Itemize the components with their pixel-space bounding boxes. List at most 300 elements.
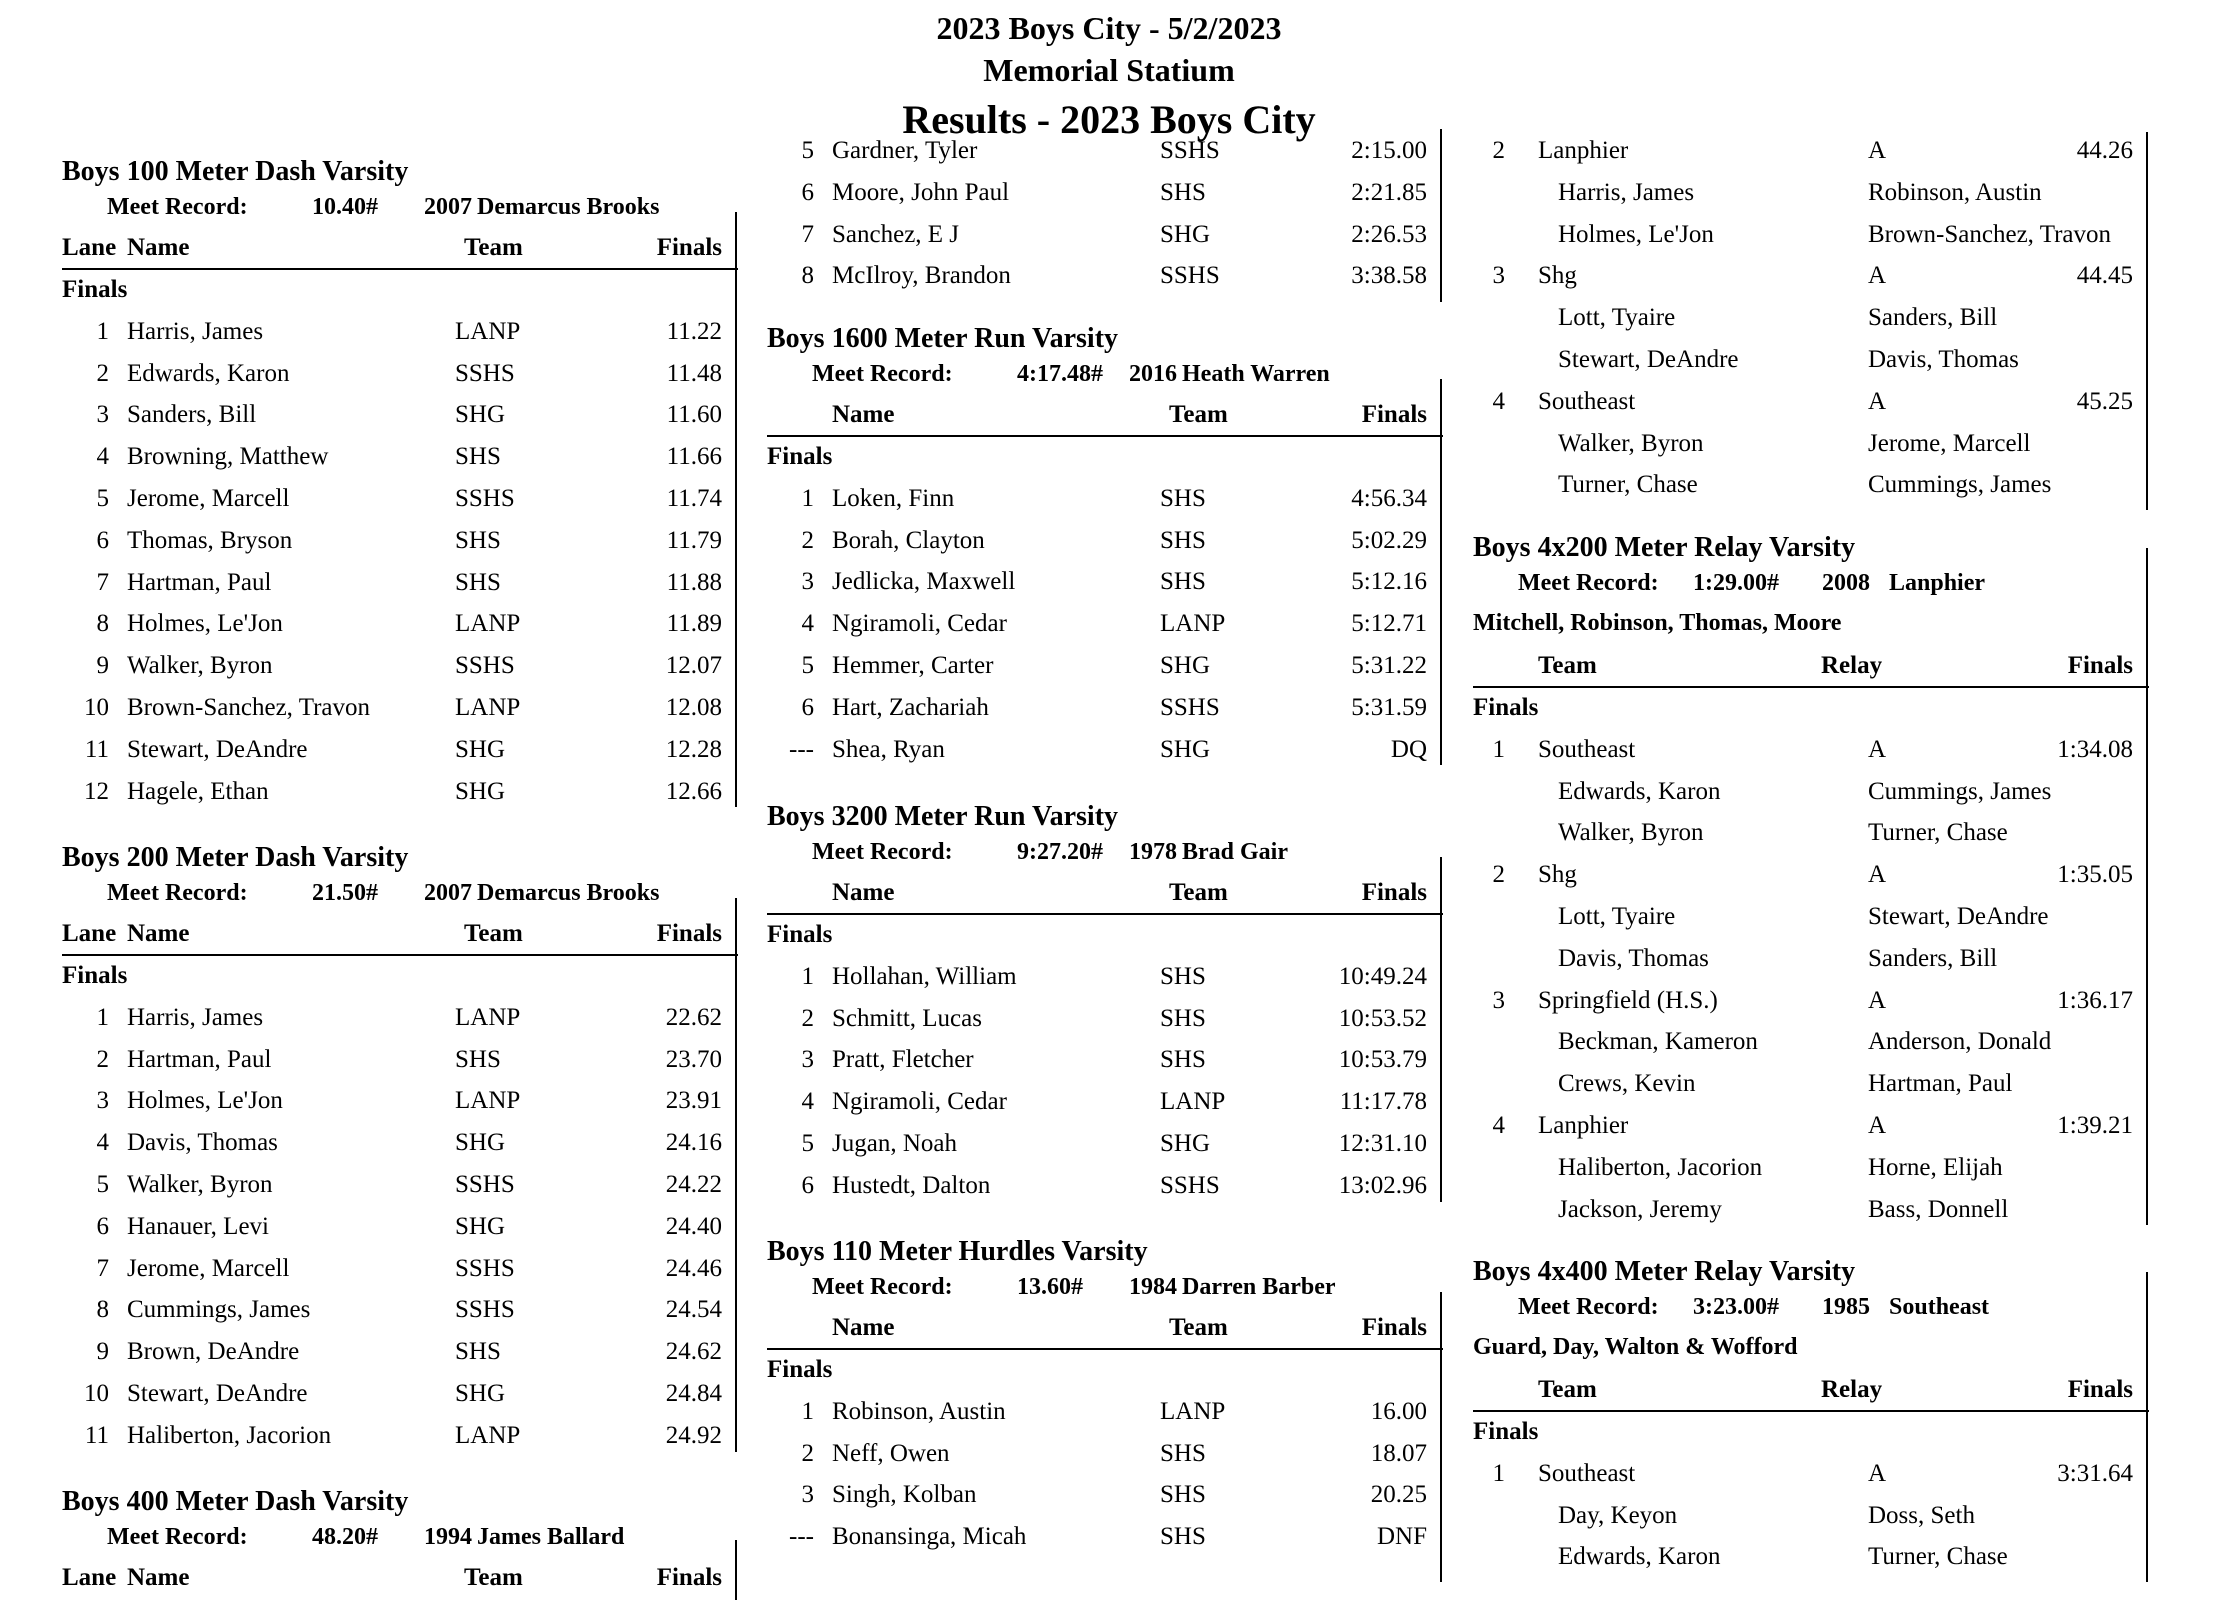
finals-mark: 24.40 [665,1212,722,1240]
relay-runner: Harris, James [1558,178,1695,206]
team-code: SHS [455,568,501,596]
athlete-name: Brown, DeAndre [127,1338,300,1366]
relay-runner: Anderson, Donald [1868,1028,2052,1056]
col-header-team: Team [1169,1314,1228,1341]
relay-runner: Stewart, DeAndre [1558,346,1739,373]
athlete-name: Hartman, Paul [127,1045,272,1073]
place: 3 [96,1087,109,1115]
athlete-name: Loken, Finn [832,484,955,512]
meet-record-holder: Heath Warren [1182,361,1330,387]
athlete-name: Jugan, Noah [832,1130,957,1157]
meet-record-label: Meet Record: [812,1274,953,1300]
team-code: LANP [1160,610,1226,638]
athlete-name: Hartman, Paul [127,568,272,596]
column-rule [735,1540,737,1600]
place: 6 [801,1171,814,1199]
relay-letter: A [1868,861,1887,889]
finals-mark: 18.07 [1370,1439,1427,1467]
relay-team-name: Southeast [1538,387,1636,415]
column-rule [735,212,737,807]
team-code: SHS [1160,962,1206,990]
place: 12 [84,777,109,805]
athlete-name: Moore, John Paul [832,178,1010,206]
relay-runner: Davis, Thomas [1868,346,2019,373]
header-rule [1473,686,2149,688]
place: 8 [801,262,814,290]
athlete-name: Pratt, Fletcher [832,1046,974,1074]
relay-runner: Bass, Donnell [1868,1195,2009,1223]
column-rule [1440,1292,1442,1582]
finals-mark: 13:02.96 [1338,1171,1427,1199]
column-rule [2146,548,2148,1225]
finals-mark: 12.08 [665,694,722,721]
place: 7 [96,568,109,596]
place: 11 [84,1421,109,1449]
finals-mark: 12.28 [665,735,722,763]
col-header-team: Team [1538,1376,1597,1403]
athlete-name: Robinson, Austin [832,1397,1006,1425]
place: 1 [801,962,814,990]
athlete-name: Shea, Ryan [832,735,945,763]
col-header-name: Name [127,234,190,261]
place: 4 [96,1129,109,1157]
finals-mark: 5:31.59 [1351,693,1427,721]
finals-mark: 4:56.34 [1351,484,1427,512]
section-finals-label: Finals [1473,1418,1539,1445]
section-finals-label: Finals [62,962,128,989]
place: 10 [84,694,109,721]
finals-mark: DQ [1390,735,1427,763]
team-code: SSHS [1160,262,1220,290]
place: 3 [1492,986,1505,1014]
team-code: SHG [455,777,506,805]
relay-runner: Sanders, Bill [1868,944,1998,972]
athlete-name: Cummings, James [127,1296,311,1324]
relay-letter: A [1868,137,1887,164]
finals-mark: 11.22 [666,317,722,345]
place: 8 [96,1296,109,1324]
athlete-name: Sanchez, E J [832,220,960,248]
place: 2 [96,359,109,387]
finals-mark: 11.66 [666,443,722,471]
meet-record-holder: Lanphier [1889,570,1986,596]
header-rule [62,954,738,956]
finals-mark: 1:35.05 [2057,861,2133,889]
col-header-name: Name [832,1314,895,1341]
venue-title: Memorial Statium [983,52,1235,88]
place: 2 [801,1004,814,1032]
section-finals-label: Finals [62,276,128,303]
place: 11 [84,735,109,763]
relay-runner: Lott, Tyaire [1558,903,1676,930]
meet-record-year: 1978 [1129,839,1177,865]
finals-mark: 10:53.79 [1338,1046,1427,1074]
place: 4 [1492,1112,1505,1139]
place: 4 [801,1088,814,1116]
finals-mark: 1:34.08 [2057,735,2133,763]
finals-mark: 45.25 [2076,387,2133,415]
place: 6 [96,526,109,554]
col-header-team: Team [464,234,523,261]
athlete-name: Edwards, Karon [127,359,290,387]
athlete-name: Thomas, Bryson [127,526,293,554]
place: 2 [1492,861,1505,889]
athlete-name: Holmes, Le'Jon [127,610,283,638]
meet-record-holder: Brad Gair [1182,839,1288,865]
relay-runner: Walker, Byron [1558,429,1704,457]
place: 3 [801,1481,814,1509]
relay-runner: Hartman, Paul [1868,1070,2013,1098]
finals-mark: 24.22 [665,1171,722,1198]
relay-runner: Turner, Chase [1868,1543,2008,1571]
team-code: SSHS [455,485,515,512]
team-code: SHG [455,1212,506,1240]
col-header-finals: Finals [656,920,722,947]
event-title: Boys 4x400 Meter Relay Varsity [1473,1256,1856,1287]
col-header-relay: Relay [1821,652,1883,679]
relay-runner: Turner, Chase [1868,819,2008,847]
header-rule [1473,1410,2149,1412]
relay-runner: Doss, Seth [1868,1501,1975,1529]
relay-team-name: Lanphier [1538,137,1629,164]
team-code: SHS [1160,1481,1206,1509]
results-title: Results - 2023 Boys City [902,97,1316,142]
team-code: SSHS [455,1296,515,1324]
relay-runner: Lott, Tyaire [1558,304,1676,332]
meet-record-team-names: Mitchell, Robinson, Thomas, Moore [1473,610,1842,636]
relay-runner: Horne, Elijah [1868,1153,2003,1181]
athlete-name: McIlroy, Brandon [832,262,1011,290]
col-header-team: Team [464,1564,523,1591]
column-rule [735,898,737,1452]
athlete-name: Hustedt, Dalton [832,1171,991,1199]
relay-team-name: Shg [1538,861,1577,889]
meet-record-label: Meet Record: [107,194,248,220]
meet-record-year: 2007 [424,194,472,220]
meet-record-label: Meet Record: [1518,1294,1659,1320]
meet-record-holder: Demarcus Brooks [477,194,660,220]
athlete-name: Jerome, Marcell [127,1254,290,1282]
col-header-name: Name [832,401,895,428]
finals-mark: 11.74 [666,485,722,512]
team-code: LANP [455,1003,521,1031]
relay-runner: Edwards, Karon [1558,777,1721,805]
meet-record-mark: 21.50# [312,880,378,906]
athlete-name: Hollahan, William [832,962,1017,990]
place: 4 [801,610,814,638]
place: 6 [801,693,814,721]
team-code: LANP [455,1087,521,1115]
header-rule [767,913,1443,915]
place: 2 [801,1439,814,1467]
meet-record-label: Meet Record: [1518,570,1659,596]
athlete-name: Hart, Zachariah [832,693,989,721]
place: 3 [96,401,109,429]
column-rule [2146,1272,2148,1582]
column-rule [1440,857,1442,1202]
team-code: SSHS [1160,137,1220,164]
header-rule [767,435,1443,437]
meet-record-holder: Darren Barber [1182,1274,1336,1300]
finals-mark: 11.89 [666,610,722,638]
col-header-lane: Lane [62,920,117,947]
athlete-name: Harris, James [127,317,264,345]
col-header-finals: Finals [656,1564,722,1591]
meet-record-holder: James Ballard [477,1524,625,1550]
meet-record-team-names: Guard, Day, Walton & Wofford [1473,1334,1798,1360]
meet-record-year: 1984 [1129,1274,1177,1300]
col-header-team: Team [1169,879,1228,906]
place: 2 [801,526,814,554]
relay-runner: Stewart, DeAndre [1868,903,2049,930]
place: --- [789,735,814,763]
meet-record-mark: 9:27.20# [1017,839,1103,865]
col-header-lane: Lane [62,1564,117,1591]
team-code: SSHS [455,1254,515,1282]
place: 1 [801,1397,814,1425]
finals-mark: 11.88 [666,568,722,596]
team-code: SHS [1160,1523,1206,1551]
place: 1 [96,317,109,345]
team-code: SSHS [455,1171,515,1198]
meet-record-mark: 13.60# [1017,1274,1083,1300]
event-title: Boys 100 Meter Dash Varsity [62,156,409,187]
meet-record-mark: 3:23.00# [1693,1294,1779,1320]
team-code: SSHS [1160,1171,1220,1199]
athlete-name: Brown-Sanchez, Travon [127,694,371,721]
relay-runner: Cummings, James [1868,777,2052,805]
finals-mark: 10:49.24 [1338,962,1427,990]
meet-record-year: 2008 [1822,570,1870,596]
athlete-name: Neff, Owen [832,1439,950,1467]
athlete-name: Jedlicka, Maxwell [832,568,1016,596]
col-header-finals: Finals [1361,401,1427,428]
col-header-relay: Relay [1821,1376,1883,1403]
relay-letter: A [1868,1112,1887,1139]
finals-mark: 5:12.71 [1351,610,1427,638]
col-header-name: Name [127,920,190,947]
column-rule [1440,132,1442,302]
finals-mark: 10:53.52 [1338,1004,1427,1032]
relay-letter: A [1868,986,1887,1014]
relay-letter: A [1868,387,1887,415]
place: 5 [96,1171,109,1198]
team-code: SHS [455,1338,501,1366]
athlete-name: Sanders, Bill [127,401,257,429]
athlete-name: Hanauer, Levi [127,1212,269,1240]
header-rule [62,268,738,270]
section-finals-label: Finals [1473,694,1539,721]
team-code: SHS [455,443,501,471]
team-code: LANP [1160,1397,1226,1425]
athlete-name: Gardner, Tyler [832,137,978,164]
relay-team-name: Springfield (H.S.) [1538,986,1718,1014]
finals-mark: 23.91 [665,1087,722,1115]
finals-mark: 22.62 [665,1003,722,1031]
column-rule [2146,132,2148,510]
finals-mark: 23.70 [665,1045,722,1073]
place: 7 [96,1254,109,1282]
relay-team-name: Lanphier [1538,1112,1629,1139]
place: 4 [96,443,109,471]
athlete-name: Ngiramoli, Cedar [832,1088,1007,1116]
team-code: LANP [455,610,521,638]
place: 10 [84,1380,109,1407]
finals-mark: 44.45 [2076,262,2133,290]
team-code: SHS [1160,568,1206,596]
finals-mark: 11.60 [666,401,722,429]
place: 9 [96,1338,109,1366]
finals-mark: DNF [1376,1523,1427,1551]
team-code: SHS [1160,1004,1206,1032]
relay-letter: A [1868,1459,1887,1487]
team-code: SHG [1160,652,1211,679]
meet-record-mark: 1:29.00# [1693,570,1779,596]
col-header-name: Name [832,879,895,906]
team-code: SHG [1160,1130,1211,1157]
team-code: SHG [1160,220,1211,248]
finals-mark: 2:15.00 [1351,137,1427,164]
finals-mark: 3:31.64 [2057,1459,2133,1487]
athlete-name: Singh, Kolban [832,1481,977,1509]
athlete-name: Walker, Byron [127,1171,273,1198]
athlete-name: Davis, Thomas [127,1129,278,1157]
team-code: SHG [455,1129,506,1157]
team-code: SHG [1160,735,1211,763]
relay-team-name: Southeast [1538,735,1636,763]
place: 8 [96,610,109,638]
col-header-team: Team [1538,652,1597,679]
relay-runner: Sanders, Bill [1868,304,1998,332]
team-code: SHS [1160,178,1206,206]
place: 6 [96,1212,109,1240]
finals-mark: 11.48 [666,359,722,387]
col-header-finals: Finals [1361,1314,1427,1341]
athlete-name: Jerome, Marcell [127,485,290,512]
col-header-finals: Finals [2067,652,2133,679]
team-code: SHS [455,1045,501,1073]
relay-team-name: Southeast [1538,1459,1636,1487]
team-code: LANP [455,694,521,721]
place: 3 [1492,262,1505,290]
relay-runner: Crews, Kevin [1558,1070,1696,1098]
athlete-name: Stewart, DeAndre [127,1380,308,1407]
team-code: SHS [1160,1439,1206,1467]
finals-mark: 24.46 [665,1254,722,1282]
meet-record-year: 1994 [424,1524,472,1550]
relay-runner: Edwards, Karon [1558,1543,1721,1571]
relay-runner: Beckman, Kameron [1558,1028,1758,1056]
col-header-finals: Finals [1361,879,1427,906]
team-code: SSHS [1160,693,1220,721]
finals-mark: 11.79 [666,526,722,554]
meet-record-label: Meet Record: [812,839,953,865]
place: 5 [801,137,814,164]
place: 1 [801,484,814,512]
finals-mark: 11:17.78 [1339,1088,1427,1116]
finals-mark: 24.54 [665,1296,722,1324]
finals-mark: 44.26 [2076,137,2133,164]
relay-runner: Davis, Thomas [1558,944,1709,972]
athlete-name: Bonansinga, Micah [832,1523,1027,1551]
relay-runner: Brown-Sanchez, Travon [1868,220,2112,248]
finals-mark: 12.07 [665,652,722,680]
place: 9 [96,652,109,680]
place: 1 [1492,1459,1505,1487]
team-code: SHS [1160,1046,1206,1074]
relay-runner: Jackson, Jeremy [1558,1195,1722,1223]
finals-mark: 1:39.21 [2057,1112,2133,1139]
section-finals-label: Finals [767,1356,833,1383]
athlete-name: Stewart, DeAndre [127,735,308,763]
team-code: SSHS [455,359,515,387]
col-header-team: Team [464,920,523,947]
place: 5 [96,485,109,512]
event-title: Boys 1600 Meter Run Varsity [767,323,1119,354]
athlete-name: Hagele, Ethan [127,777,269,805]
meet-title: 2023 Boys City - 5/2/2023 [936,10,1282,46]
col-header-finals: Finals [2067,1376,2133,1403]
meet-record-year: 1985 [1822,1294,1870,1320]
finals-mark: 12:31.10 [1338,1130,1427,1157]
place: 3 [801,568,814,596]
team-code: SHS [1160,526,1206,554]
place: 6 [801,178,814,206]
team-code: LANP [455,1421,521,1449]
athlete-name: Hemmer, Carter [832,652,994,679]
finals-mark: 3:38.58 [1351,262,1427,290]
athlete-name: Browning, Matthew [127,443,329,471]
relay-team-name: Shg [1538,262,1577,290]
athlete-name: Ngiramoli, Cedar [832,610,1007,638]
athlete-name: Borah, Clayton [832,526,985,554]
team-code: SHG [455,1380,506,1407]
finals-mark: 24.62 [665,1338,722,1366]
meet-record-year: 2016 [1129,361,1177,387]
team-code: LANP [1160,1088,1226,1116]
place: --- [789,1523,814,1551]
finals-mark: 24.92 [665,1421,722,1449]
place: 5 [801,1130,814,1157]
athlete-name: Schmitt, Lucas [832,1004,982,1032]
relay-letter: A [1868,735,1887,763]
relay-runner: Turner, Chase [1558,471,1698,499]
col-header-team: Team [1169,401,1228,428]
meet-record-holder: Demarcus Brooks [477,880,660,906]
event-title: Boys 200 Meter Dash Varsity [62,842,409,873]
event-title: Boys 400 Meter Dash Varsity [62,1486,409,1517]
meet-record-holder: Southeast [1889,1294,1990,1320]
place: 1 [1492,735,1505,763]
finals-mark: 24.84 [665,1380,722,1407]
event-title: Boys 110 Meter Hurdles Varsity [767,1236,1148,1267]
athlete-name: Walker, Byron [127,652,273,680]
team-code: SSHS [455,652,515,680]
col-header-finals: Finals [656,234,722,261]
team-code: SHG [455,735,506,763]
place: 5 [801,652,814,679]
header-rule [767,1348,1443,1350]
place: 1 [96,1003,109,1031]
event-title: Boys 4x200 Meter Relay Varsity [1473,532,1856,563]
column-rule [1440,379,1442,765]
meet-record-label: Meet Record: [812,361,953,387]
place: 2 [96,1045,109,1073]
finals-mark: 20.25 [1370,1481,1427,1509]
finals-mark: 2:26.53 [1351,220,1427,248]
finals-mark: 16.00 [1370,1397,1427,1425]
finals-mark: 5:02.29 [1351,526,1427,554]
